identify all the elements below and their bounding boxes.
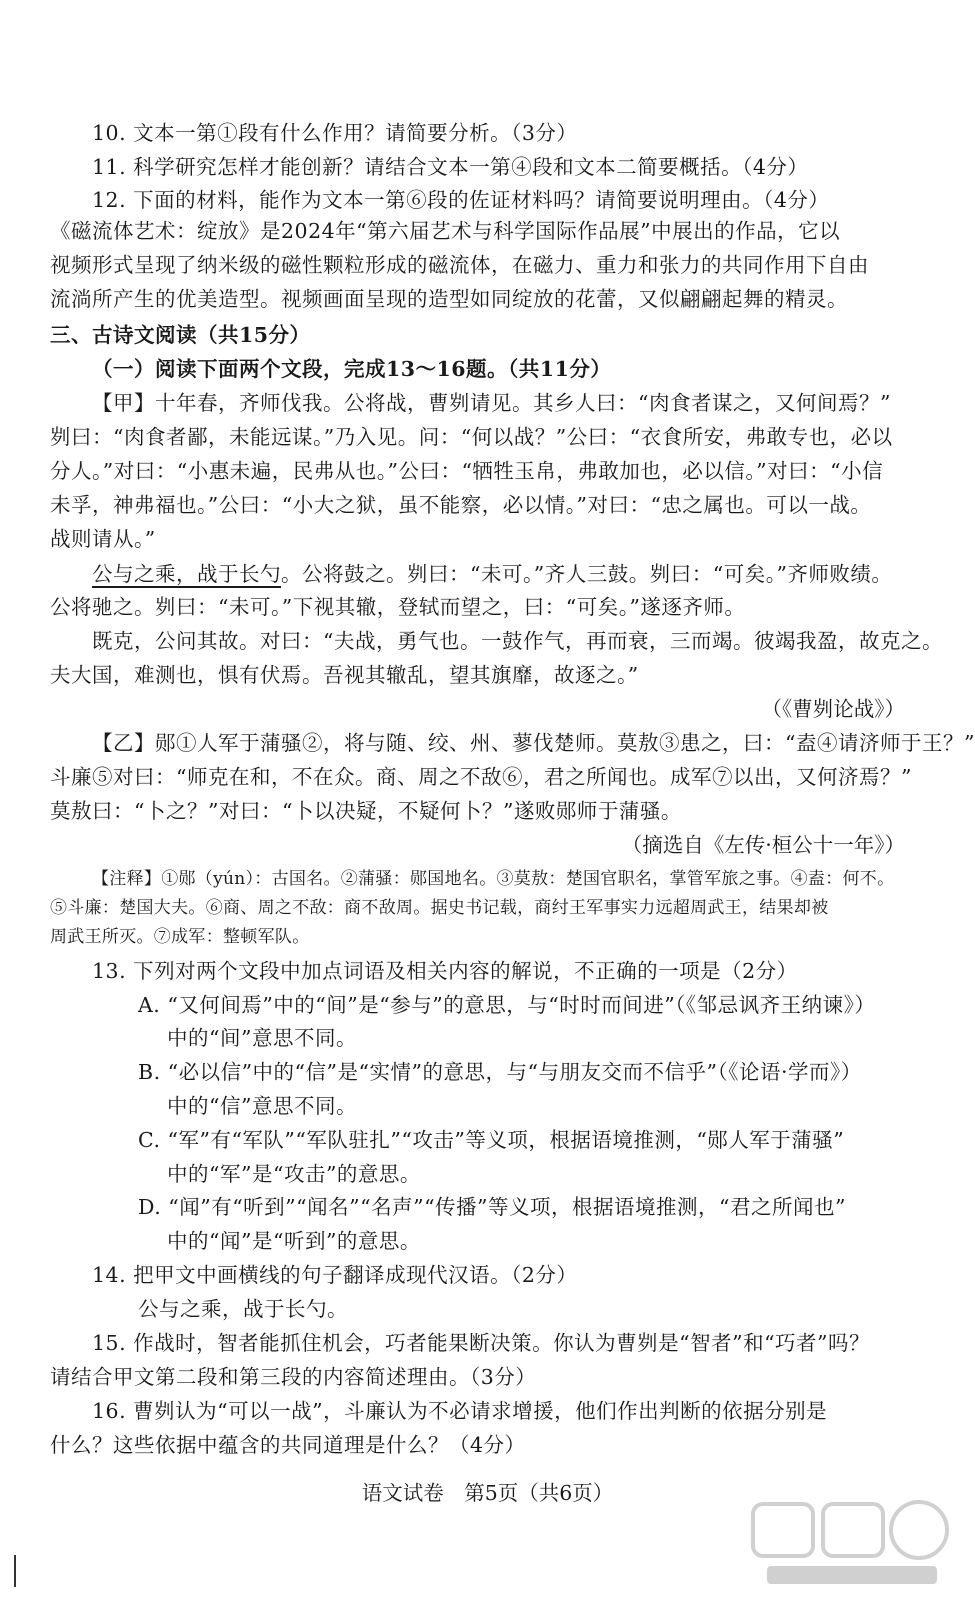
part-1-title: （一）阅读下面两个文段，完成13～16题。（共11分）: [92, 357, 612, 381]
q14-sentence: 公与之乘，战于长勺。: [138, 1297, 348, 1321]
q12-material-line-2: 视频形式呈现了纳米级的磁性颗粒形成的磁流体，在磁力、重力和张力的共同作用下自由: [50, 253, 869, 277]
question-16-line-2: 什么？这些依据中蕴含的共同道理是什么？（4分）: [50, 1433, 526, 1457]
notes-line-3: 周武王所灭。⑦成军：整顿军队。: [50, 927, 310, 947]
question-13: 13. 下列对两个文段中加点词语及相关内容的解说，不正确的一项是（2分）: [92, 959, 798, 983]
jia-p3-line-1: 既克，公问其故。对曰：“夫战，勇气也。一鼓作气，再而衰，三而竭。彼竭我盈，故克之。: [92, 629, 943, 653]
jia-p2-line-1: 公与之乘，战于长勺。公将鼓之。刿曰：“未可。”齐人三鼓。刿曰：“可矣。”齐师败绩。: [92, 562, 893, 586]
yi-line-3: 莫敖曰：“卜之？”对曰：“卜以决疑，不疑何卜？”遂败郧师于蒲骚。: [50, 799, 682, 823]
q12-material-line-3: 流淌所产生的优美造型。视频画面呈现的造型如同绽放的花蕾，又似翩翩起舞的精灵。: [50, 287, 848, 311]
page-footer: 语文试卷 第5页（共6页）: [361, 1481, 614, 1505]
jia-line-2: 刿曰：“肉食者鄙，未能远谋。”乃入见。问：“何以战？”公曰：“衣食所安，弗敢专也，必以: [50, 425, 893, 449]
question-16-line-1: 16. 曹刿认为“可以一战”，斗廉认为不必请求增援，他们作出判断的依据分别是: [92, 1399, 828, 1423]
question-15-line-2: 请结合甲文第二段和第三段的内容简述理由。（3分）: [50, 1365, 537, 1389]
yi-line-2: 斗廉⑤对曰：“师克在和，不在众。商、周之不敌⑥，君之所闻也。成军⑦以出，又何济焉？”: [50, 765, 912, 789]
jia-line-5: 战则请从。”: [50, 527, 156, 551]
q13-option-a-cont: 中的“间”意思不同。: [167, 1026, 357, 1050]
jia-line-1: 【甲】十年春，齐师伐我。公将战，曹刿请见。其乡人曰：“肉食者谋之，又何间焉？”: [92, 391, 891, 415]
yi-line-1: 【乙】郧①人军于蒲骚②，将与随、绞、州、蓼伐楚师。莫敖③患之，曰：“盍④请济师于王？”: [92, 731, 975, 755]
q13-option-d: D. “闻”有“听到”“闻名”“名声”“传播”等义项，根据语境推测，“君之所闻也”: [138, 1195, 846, 1219]
question-10: 10. 文本一第①段有什么作用？请简要分析。（3分）: [92, 121, 578, 145]
jia-line-3: 分人。”对曰：“小惠未遍，民弗从也。”公曰：“牺牲玉帛，弗敢加也，必以信。”对曰：“小信: [50, 459, 884, 483]
q13-option-d-cont: 中的“闻”是“听到”的意思。: [167, 1229, 421, 1253]
question-12: 12. 下面的材料，能作为文本一第⑥段的佐证材料吗？请简要说明理由。（4分）: [92, 188, 830, 212]
question-14: 14. 把甲文中画横线的句子翻译成现代汉语。（2分）: [92, 1263, 578, 1287]
q13-option-a: A. “又何间焉”中的“间”是“参与”的意思，与“时时而间进”（《邹忌讽齐王纳谏》）: [138, 993, 876, 1017]
section-3-title: 三、古诗文阅读（共15分）: [50, 323, 311, 347]
underlined-sentence: 公与之乘，战于长勺: [92, 562, 281, 586]
jia-p3-line-2: 夫大国，难测也，惧有伏焉。吾视其辙乱，望其旗靡，故逐之。”: [50, 663, 639, 687]
scan-edge-mark: [14, 1555, 16, 1587]
q13-option-c: C. “军”有“军队”“军队驻扎”“攻击”等义项，根据语境推测，“郧人军于蒲骚”: [138, 1128, 845, 1152]
question-15-line-1: 15. 作战时，智者能抓住机会，巧者能果断决策。你认为曹刿是“智者”和“巧者”吗？: [92, 1331, 871, 1355]
q12-material-line-1: 《磁流体艺术：绽放》是2024年“第六届艺术与科学国际作品展”中展出的作品，它以: [50, 219, 841, 243]
jia-source: （《曹刿论战》）: [761, 697, 905, 721]
jia-line-4: 未孚，神弗福也。”公曰：“小大之狱，虽不能察，必以情。”对曰：“忠之属也。可以一战。: [50, 493, 872, 517]
question-11: 11. 科学研究怎样才能创新？请结合文本一第④段和文本二简要概括。（4分）: [92, 155, 809, 179]
q13-option-c-cont: 中的“军”是“攻击”的意思。: [167, 1162, 421, 1186]
watermark-logo-icon: [747, 1500, 957, 1590]
q13-option-b-cont: 中的“信”意思不同。: [167, 1094, 357, 1118]
q13-option-b: B. “必以信”中的“信”是“实情”的意思，与“与朋友交而不信乎”（《论语·学而》）: [138, 1060, 862, 1084]
yi-source: （摘选自《左传·桓公十一年》）: [621, 833, 905, 857]
jia-p2-line-2: 公将驰之。刿曰：“未可。”下视其辙，登轼而望之，曰：“可矣。”遂逐齐师。: [50, 595, 746, 619]
notes-line-1: 【注释】①郧（yún）：古国名。②蒲骚：郧国地名。③莫敖：楚国官职名，掌管军旅之事。④盍：何不。: [92, 869, 895, 889]
notes-line-2: ⑤斗廉：楚国大夫。⑥商、周之不敌：商不敌周。据史书记载，商纣王军事实力远超周武王，结果却被: [50, 898, 829, 918]
